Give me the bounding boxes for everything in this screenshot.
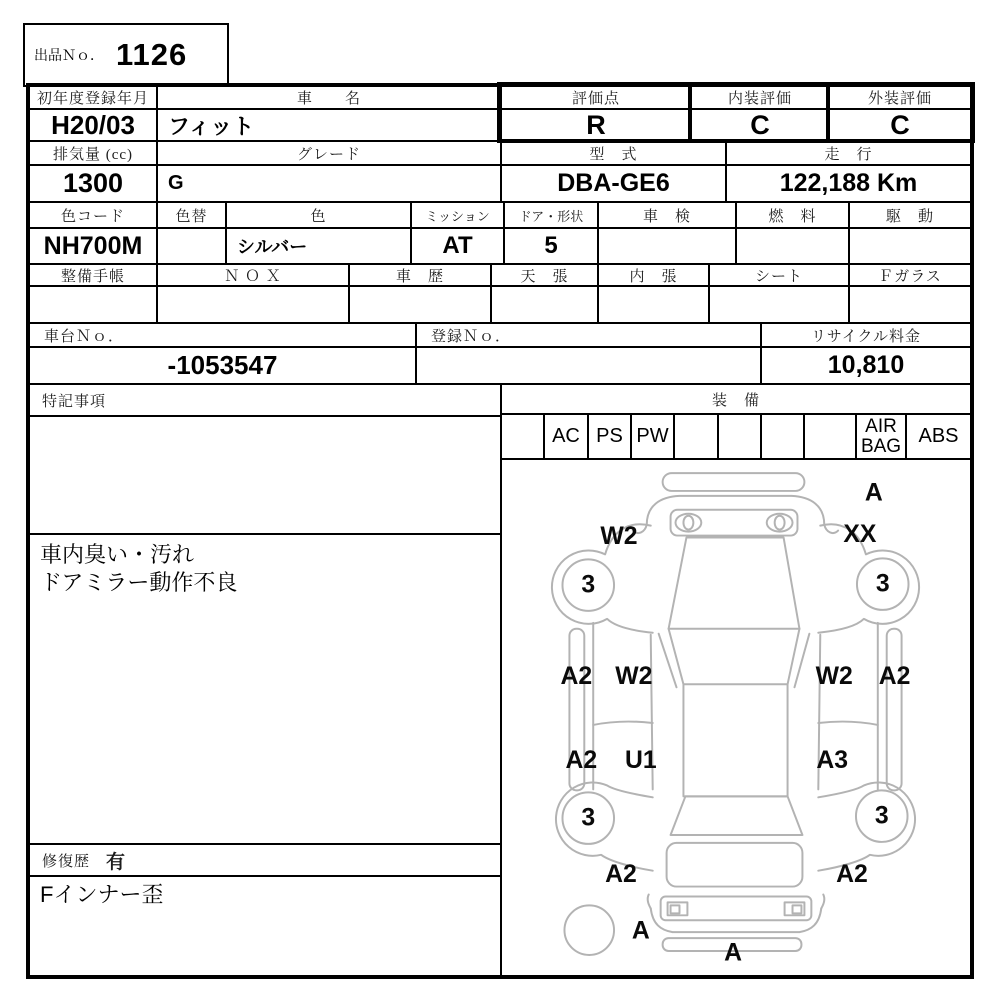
sales-point-box	[28, 415, 502, 535]
first-registration-label: 初年度登録年月	[28, 85, 158, 110]
equipment-cell-pw: PW	[630, 413, 675, 460]
damage-label: A	[724, 939, 742, 967]
damage-diagram-panel	[500, 458, 972, 977]
recycle-fee-label: リサイクル料金	[760, 322, 972, 348]
exterior-grade-value: C	[828, 108, 972, 142]
damage-label: A2	[560, 662, 593, 690]
repair-history-row	[28, 843, 502, 877]
repair-detail-box: Fインナー歪	[28, 875, 502, 977]
damage-label: A2	[565, 747, 598, 775]
score-value: R	[500, 108, 692, 142]
car-name-value: フィット	[156, 108, 502, 142]
headliner-value	[490, 285, 599, 324]
lot-number-value: 1126	[116, 37, 188, 72]
equipment-cell	[803, 413, 857, 460]
damage-label: W2	[815, 662, 853, 690]
special-note-line: ドアミラー動作不良	[40, 570, 238, 595]
equipment-cell-abs: ABS	[905, 413, 972, 460]
damage-label: A2	[605, 861, 637, 889]
inspection-value	[597, 227, 737, 265]
door-shape-label: ドア・形状	[503, 201, 599, 229]
first-registration-value: H20/03	[28, 108, 158, 142]
car-diagram-svg	[502, 460, 970, 975]
nox-label: Ｎ Ｏ Ｘ	[156, 263, 350, 287]
transmission-label: ミッション	[410, 201, 505, 229]
equipment-label: 装 備	[500, 383, 972, 415]
model-code-value: DBA-GE6	[500, 164, 727, 203]
interior-grade-value: C	[690, 108, 830, 142]
damage-label: 3	[874, 802, 889, 830]
damage-label: XX	[843, 521, 877, 549]
displacement-value: 1300	[28, 164, 158, 203]
repair-history-label: 修復歴	[42, 853, 91, 870]
interior-grade-label: 内装評価	[690, 85, 830, 110]
score-block-divider	[688, 85, 691, 140]
grade-label: グレード	[156, 140, 502, 166]
color-code-value: NH700M	[28, 227, 158, 265]
drive-label: 駆 動	[848, 201, 972, 229]
inspection-label: 車 検	[597, 201, 737, 229]
color-label: 色	[225, 201, 412, 229]
transmission-value: AT	[410, 227, 505, 265]
drive-value	[848, 227, 972, 265]
displacement-label: 排気量 (cc)	[28, 140, 158, 166]
front-glass-value	[848, 285, 972, 324]
fuel-value	[735, 227, 850, 265]
damage-label: A2	[836, 861, 868, 889]
color-value: シルバー	[225, 227, 412, 265]
chassis-no-label: 車台Ｎｏ．	[28, 322, 417, 348]
special-note-line: 車内臭い・汚れ	[40, 542, 195, 567]
exterior-grade-label: 外装評価	[828, 85, 972, 110]
front-glass-label: Ｆガラス	[848, 263, 972, 287]
equipment-cell-airbag: AIR BAG	[855, 413, 907, 460]
service-book-label: 整備手帳	[28, 263, 158, 287]
model-code-label: 型 式	[500, 140, 727, 166]
service-book-value	[28, 285, 158, 324]
color-change-label: 色替	[156, 201, 227, 229]
damage-label: A2	[878, 662, 911, 690]
color-code-label: 色コード	[28, 201, 158, 229]
door-trim-label: 内 張	[597, 263, 710, 287]
equipment-cell	[717, 413, 762, 460]
headliner-label: 天 張	[490, 263, 599, 287]
equipment-cell	[673, 413, 719, 460]
score-label: 評価点	[500, 85, 692, 110]
car-history-label: 車 歴	[348, 263, 492, 287]
equipment-cell-ac: AC	[543, 413, 589, 460]
score-block-divider	[826, 85, 829, 140]
lot-number-label: 出品Ｎｏ．	[34, 49, 104, 64]
special-notes-label: 特記事項	[28, 383, 502, 417]
equipment-cell-ps: PS	[587, 413, 632, 460]
damage-label: 3	[581, 804, 596, 832]
mileage-value: 122,188 Km	[725, 164, 972, 203]
mileage-label: 走 行	[725, 140, 972, 166]
fuel-label: 燃 料	[735, 201, 850, 229]
equipment-cell	[500, 413, 545, 460]
equipment-cell	[760, 413, 805, 460]
damage-label: A	[864, 479, 883, 507]
grade-value: G	[156, 164, 502, 203]
seat-value	[708, 285, 850, 324]
damage-label: 3	[875, 570, 890, 598]
door-trim-value	[597, 285, 710, 324]
registration-no-label: 登録Ｎｏ．	[415, 322, 762, 348]
seat-label: シート	[708, 263, 850, 287]
damage-label: A3	[816, 747, 849, 775]
chassis-no-value: -1053547	[28, 346, 417, 385]
damage-label: W2	[615, 662, 653, 690]
car-name-label: 車 名	[156, 85, 502, 110]
car-history-value	[348, 285, 492, 324]
registration-no-value	[415, 346, 762, 385]
door-shape-value: 5	[503, 227, 599, 265]
color-change-value	[156, 227, 227, 265]
damage-label: A	[631, 917, 650, 945]
lot-number-box	[23, 23, 229, 87]
special-notes-box	[28, 533, 502, 845]
damage-label: W2	[600, 523, 638, 551]
repair-history-value: 有	[106, 851, 126, 873]
damage-label: U1	[624, 747, 657, 775]
recycle-fee-value: 10,810	[760, 346, 972, 385]
nox-value	[156, 285, 350, 324]
damage-label: 3	[581, 571, 596, 599]
